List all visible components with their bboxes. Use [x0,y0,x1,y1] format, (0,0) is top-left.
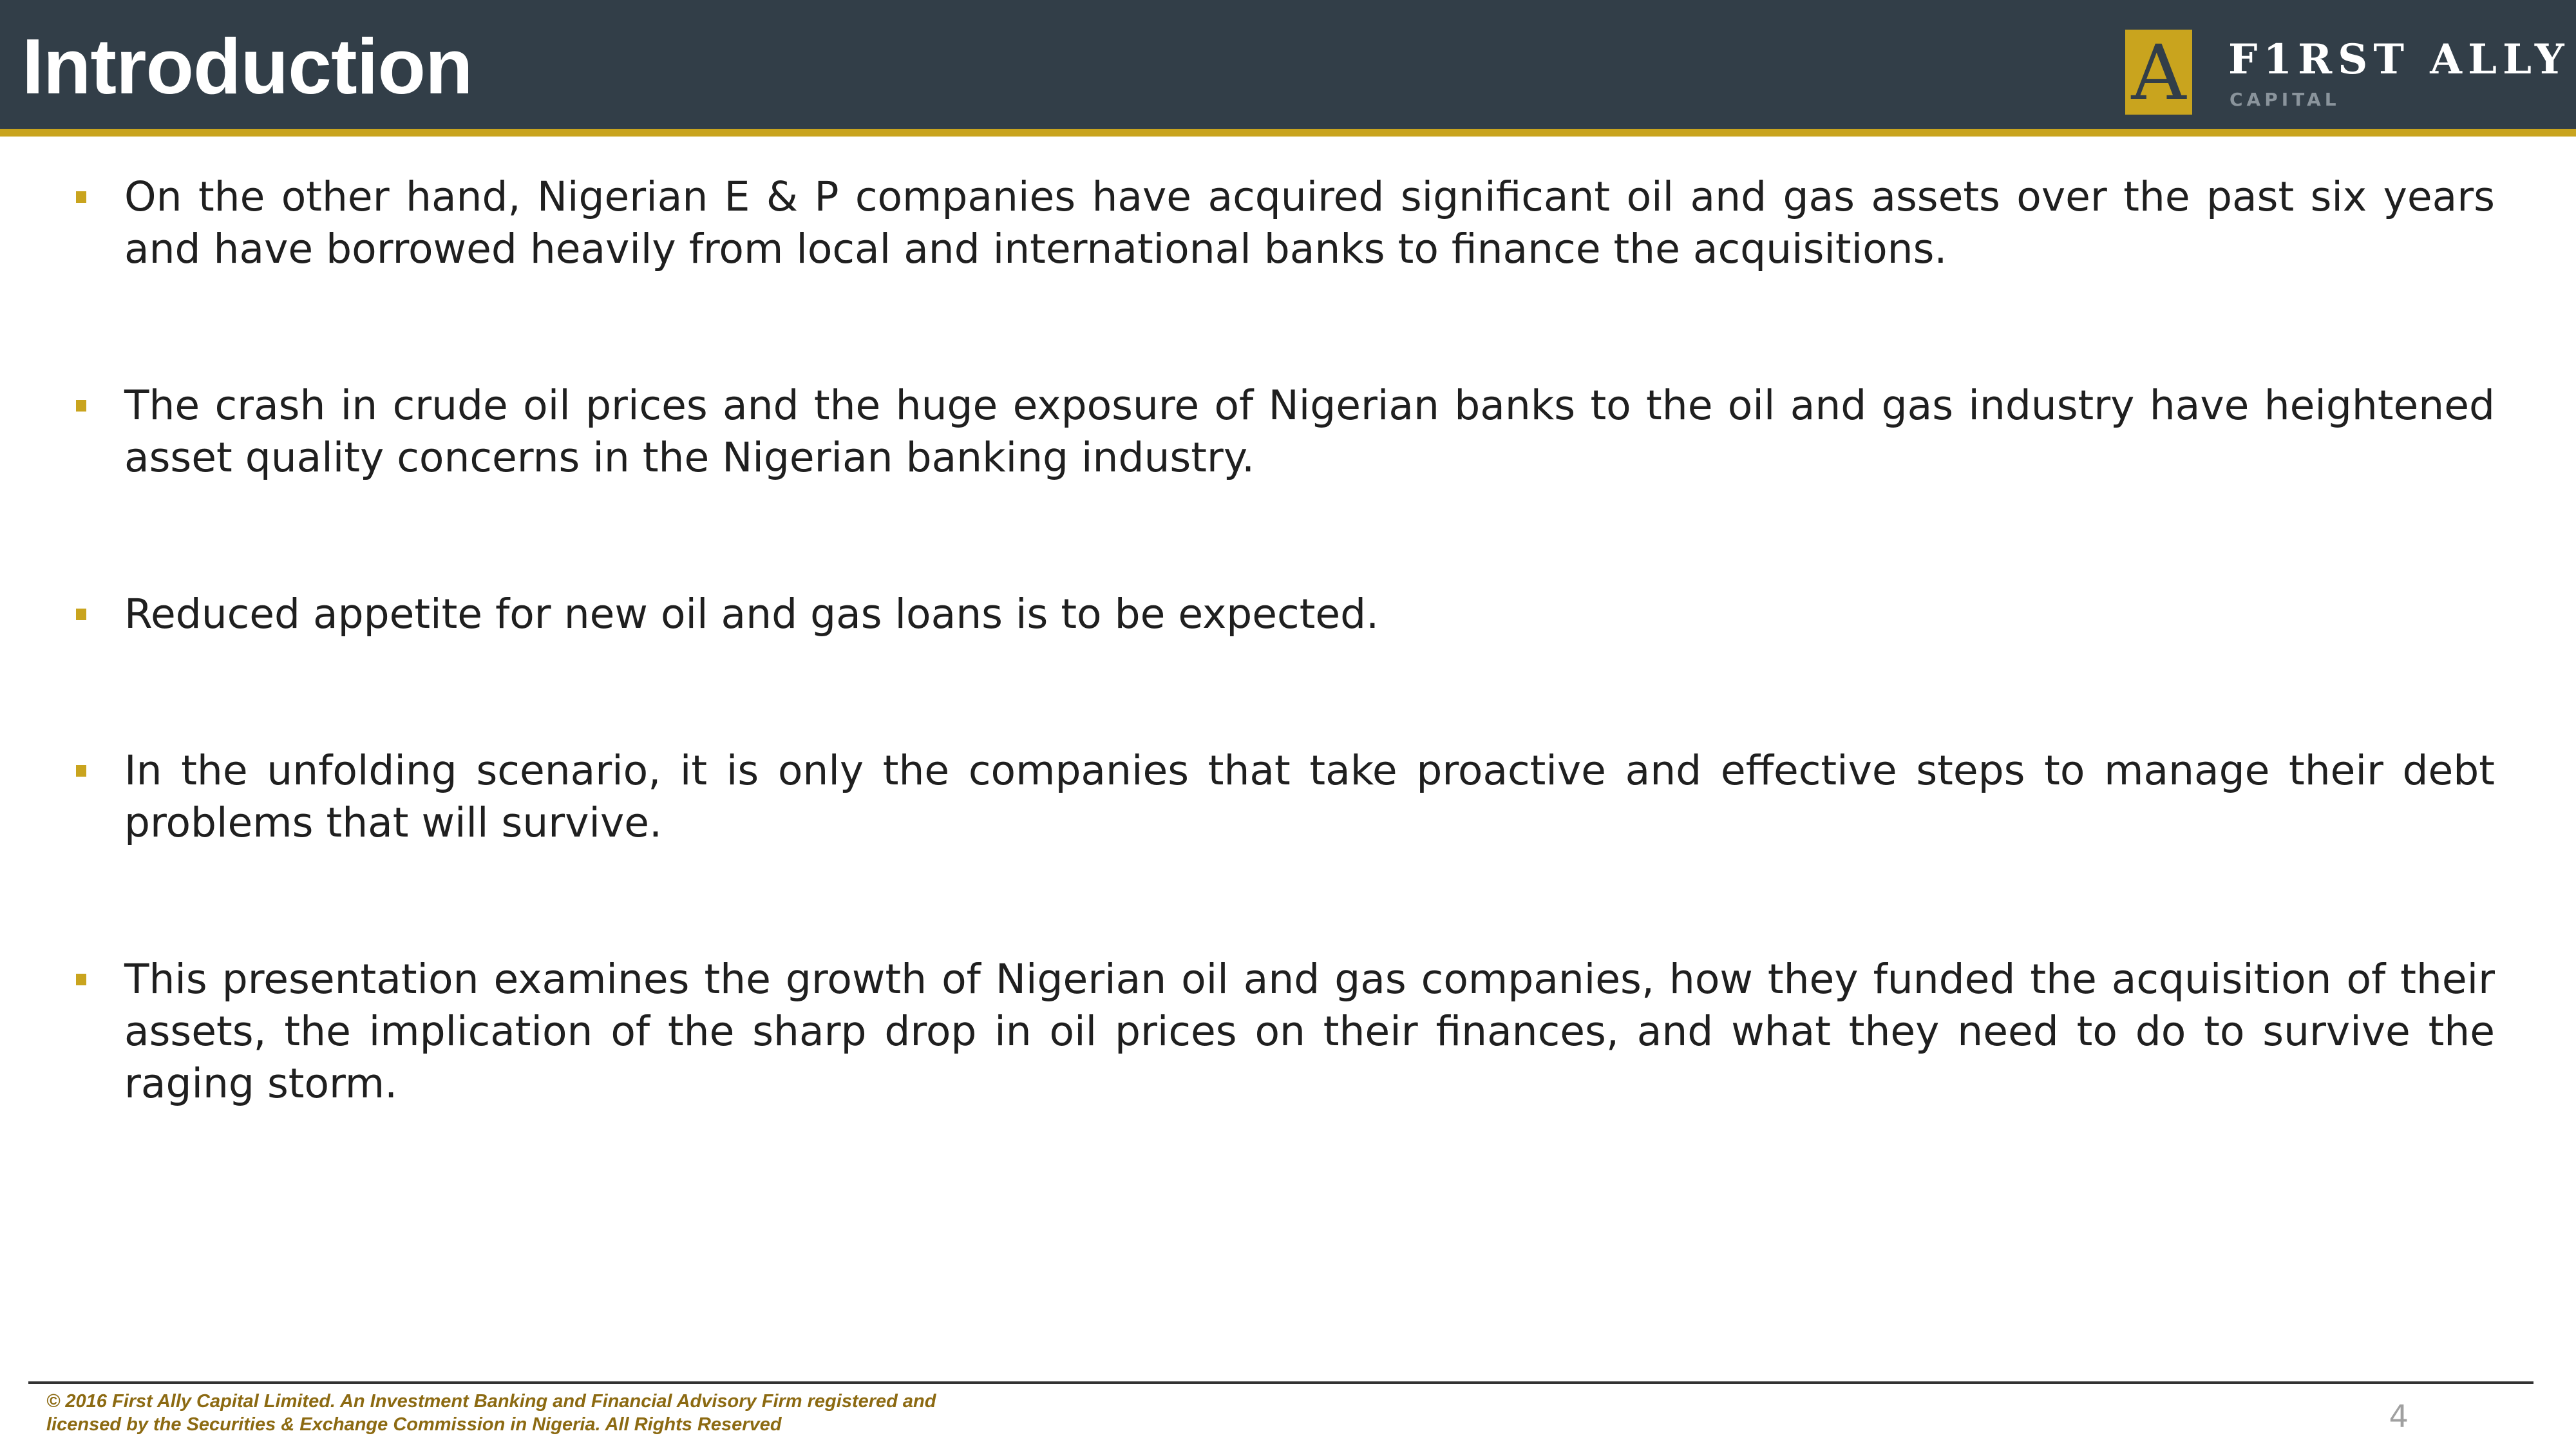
logo-subtitle: CAPITAL [2230,89,2340,110]
bullet-text: On the other hand, Nigerian E & P companies have acquired significant oil and gas assets over the past six years and have borrowed heavily from local and international banks to finance the acquisitions. [124,173,2495,272]
header-accent-rule [0,129,2576,137]
bullet-text: Reduced appetite for new oil and gas loans is to be expected. [124,591,1379,638]
bullet-item [76,953,2495,1110]
footer-divider [28,1381,2533,1384]
bullet-square-icon [76,191,86,203]
bullet-square-icon [76,609,86,620]
logo-wordmark: F1RST ALLY [2228,35,2570,84]
bullet-item [76,379,2495,484]
bullet-item [76,744,2495,849]
footer-line-2: licensed by the Securities & Exchange Commission in Nigeria. All Rights Reserved [46,1414,782,1435]
footer-line-1: © 2016 First Ally Capital Limited. An Investment Banking and Financial Advisory Firm registered and [46,1391,936,1412]
slide-title: Introduction [22,23,473,110]
bullet-square-icon [76,400,86,412]
bullet-text: The crash in crude oil prices and the huge exposure of Nigerian banks to the oil and gas industry have heightened asset quality concerns in the Nigerian banking industry. [124,382,2495,481]
footer-copyright [46,1390,1141,1436]
bullet-list [76,171,2495,1110]
bullet-square-icon [76,974,86,985]
bullet-item [76,171,2495,275]
bullet-square-icon [76,765,86,777]
company-logo [2125,30,2570,115]
logo-mark-icon [2125,30,2192,115]
page-number: 4 [2389,1399,2409,1435]
bullet-text: This presentation examines the growth of Nigerian oil and gas companies, how they funded the acquisition of their assets, the implication of the sharp drop in oil prices on their finances, and what they need to do to survive the raging storm. [124,956,2495,1107]
bullet-text: In the unfolding scenario, it is only the companies that take proactive and effective steps to manage their debt problems that will survive. [124,747,2495,846]
logo-mark-letter: A [2131,30,2186,115]
bullet-item [76,588,2495,640]
